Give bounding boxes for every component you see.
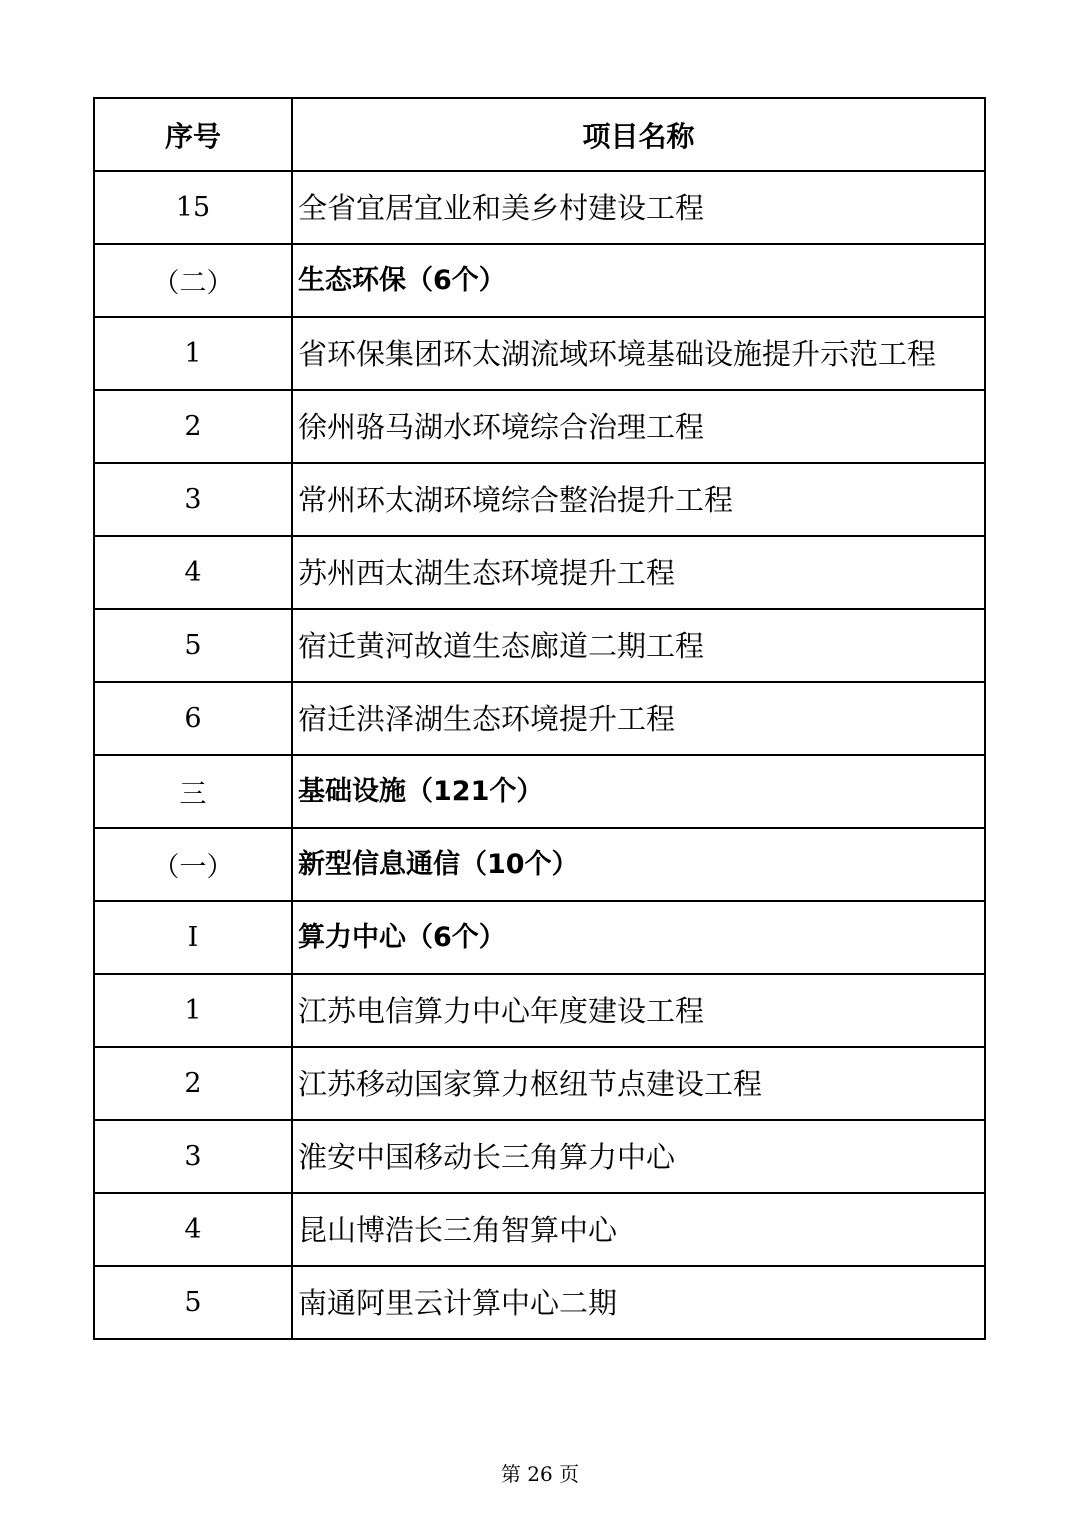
table-row — [94, 609, 985, 682]
row-name: 宿迁洪泽湖生态环境提升工程 — [292, 682, 985, 755]
row-seq: 1 — [94, 317, 292, 390]
header-name: 项目名称 — [292, 98, 985, 171]
row-name: 南通阿里云计算中心二期 — [292, 1266, 985, 1339]
table-header-row — [94, 98, 985, 171]
table-row — [94, 974, 985, 1047]
table-row — [94, 755, 985, 828]
table-row — [94, 317, 985, 390]
row-seq: 6 — [94, 682, 292, 755]
header-seq: 序号 — [94, 98, 292, 171]
row-seq: 5 — [94, 1266, 292, 1339]
table-row — [94, 244, 985, 317]
row-name: 苏州西太湖生态环境提升工程 — [292, 536, 985, 609]
project-table — [93, 97, 986, 1340]
row-name: 算力中心（6个） — [292, 901, 985, 974]
row-seq: 1 — [94, 974, 292, 1047]
row-name: 全省宜居宜业和美乡村建设工程 — [292, 171, 985, 244]
row-name: 江苏电信算力中心年度建设工程 — [292, 974, 985, 1047]
row-seq: 15 — [94, 171, 292, 244]
table-row — [94, 390, 985, 463]
table-row — [94, 1120, 985, 1193]
table-row — [94, 1193, 985, 1266]
row-name: 徐州骆马湖水环境综合治理工程 — [292, 390, 985, 463]
row-name: 昆山博浩长三角智算中心 — [292, 1193, 985, 1266]
row-seq: 4 — [94, 1193, 292, 1266]
row-seq: 三 — [94, 755, 292, 828]
row-seq: 3 — [94, 463, 292, 536]
page-number: 第 26 页 — [500, 1462, 580, 1486]
row-name: 常州环太湖环境综合整治提升工程 — [292, 463, 985, 536]
row-seq: 3 — [94, 1120, 292, 1193]
row-name: 新型信息通信（10个） — [292, 828, 985, 901]
row-seq: 2 — [94, 390, 292, 463]
row-name: 淮安中国移动长三角算力中心 — [292, 1120, 985, 1193]
row-seq: （二） — [94, 244, 292, 317]
table-body — [94, 171, 985, 1339]
row-name: 基础设施（121个） — [292, 755, 985, 828]
row-name: 省环保集团环太湖流域环境基础设施提升示范工程 — [292, 317, 985, 390]
row-name: 生态环保（6个） — [292, 244, 985, 317]
table-row — [94, 1266, 985, 1339]
table-row — [94, 828, 985, 901]
table-row — [94, 1047, 985, 1120]
table-row — [94, 536, 985, 609]
table-row — [94, 171, 985, 244]
row-seq: 2 — [94, 1047, 292, 1120]
row-name: 江苏移动国家算力枢纽节点建设工程 — [292, 1047, 985, 1120]
table-row — [94, 463, 985, 536]
row-seq: Ⅰ — [94, 901, 292, 974]
table-row — [94, 682, 985, 755]
table-header — [94, 98, 985, 171]
row-seq: 4 — [94, 536, 292, 609]
row-seq: （一） — [94, 828, 292, 901]
row-name: 宿迁黄河故道生态廊道二期工程 — [292, 609, 985, 682]
table-row — [94, 901, 985, 974]
row-seq: 5 — [94, 609, 292, 682]
